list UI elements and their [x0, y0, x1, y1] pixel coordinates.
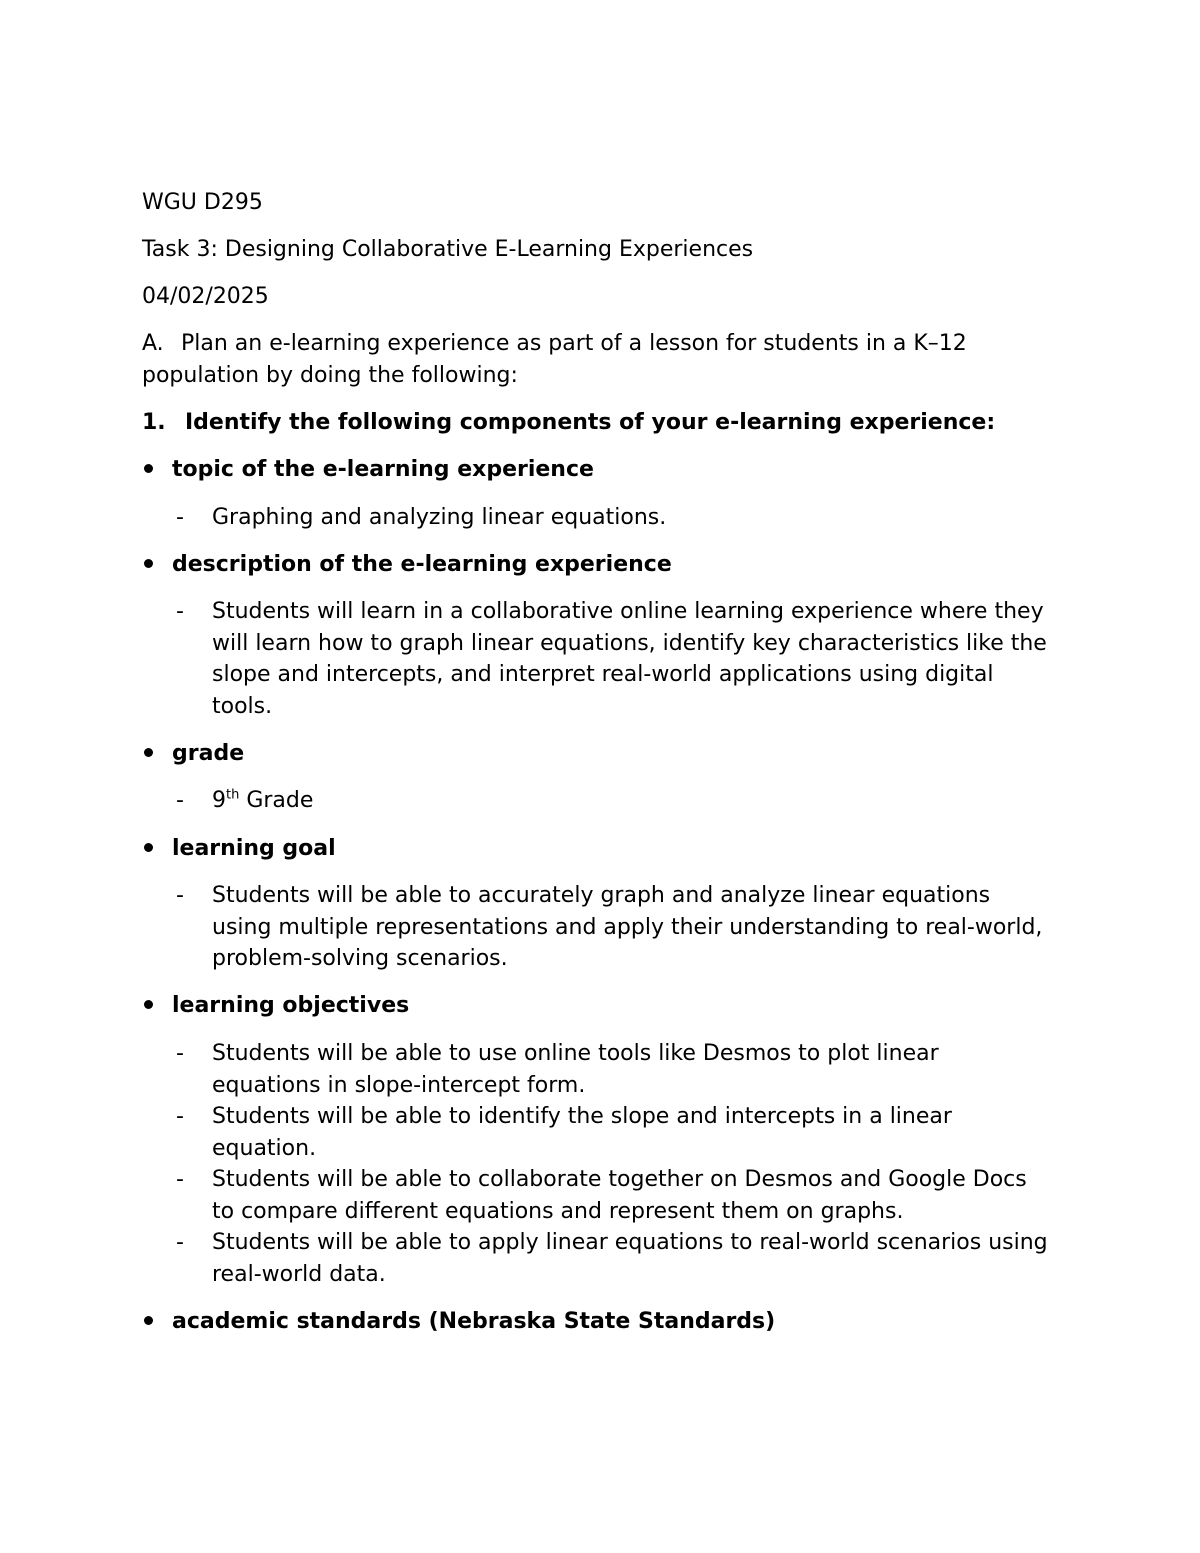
section-a-text: Plan an e-learning experience as part of a lesson for students in a K–12 population by doing the following:: [142, 331, 967, 388]
goal-label: learning goal: [172, 836, 336, 861]
bullet-icon: [142, 738, 172, 770]
dash-icon: -: [176, 883, 184, 908]
grade-label: grade: [172, 741, 245, 766]
grade-answer: [212, 785, 1062, 817]
bullet-icon: [142, 549, 172, 581]
dash-icon: -: [176, 788, 184, 813]
course-code: WGU D295: [142, 190, 263, 215]
bullet-icon: [142, 833, 172, 865]
dash-icon: -: [176, 1167, 184, 1192]
dash-icon: -: [176, 1104, 184, 1129]
bullet-icon: [142, 990, 172, 1022]
part-1-text: Identify the following components of your e-learning experience:: [185, 410, 996, 435]
grade-number: 9: [212, 788, 226, 813]
part-1-number: 1.: [142, 410, 166, 435]
section-a-label: A.: [142, 331, 164, 356]
dash-icon: -: [176, 1230, 184, 1255]
bullet-icon: [142, 1306, 172, 1338]
objective-item: Students will be able to identify the slope and intercepts in a linear equation.: [212, 1104, 952, 1161]
bullet-icon: [142, 454, 172, 486]
dash-icon: -: [176, 505, 184, 530]
topic-answer: Graphing and analyzing linear equations.: [212, 505, 667, 530]
topic-label: topic of the e-learning experience: [172, 457, 594, 482]
objective-item: Students will be able to collaborate together on Desmos and Google Docs to compare different equations and represent them on graphs.: [212, 1167, 1027, 1224]
document-date: 04/02/2025: [142, 284, 269, 309]
description-label: description of the e-learning experience: [172, 552, 672, 577]
objective-item: Students will be able to apply linear equations to real-world scenarios using real-world data.: [212, 1230, 1048, 1287]
dash-icon: -: [176, 599, 184, 624]
objectives-label: learning objectives: [172, 993, 410, 1018]
grade-ordinal: th: [226, 787, 240, 803]
objective-item: Students will be able to use online tools like Desmos to plot linear equations in slope-intercept form.: [212, 1041, 939, 1098]
grade-word: Grade: [246, 788, 314, 813]
standards-label: academic standards (Nebraska State Standards): [172, 1309, 776, 1334]
description-answer: Students will learn in a collaborative online learning experience where they will learn how to graph linear equations, identify key characteristics like the slope and intercepts, and interpret real-world applications using digital tools.: [212, 599, 1047, 719]
dash-icon: -: [176, 1041, 184, 1066]
task-title: Task 3: Designing Collaborative E-Learning Experiences: [142, 237, 754, 262]
goal-answer: Students will be able to accurately graph and analyze linear equations using multiple representations and apply their understanding to real-world, problem-solving scenarios.: [212, 883, 1043, 971]
